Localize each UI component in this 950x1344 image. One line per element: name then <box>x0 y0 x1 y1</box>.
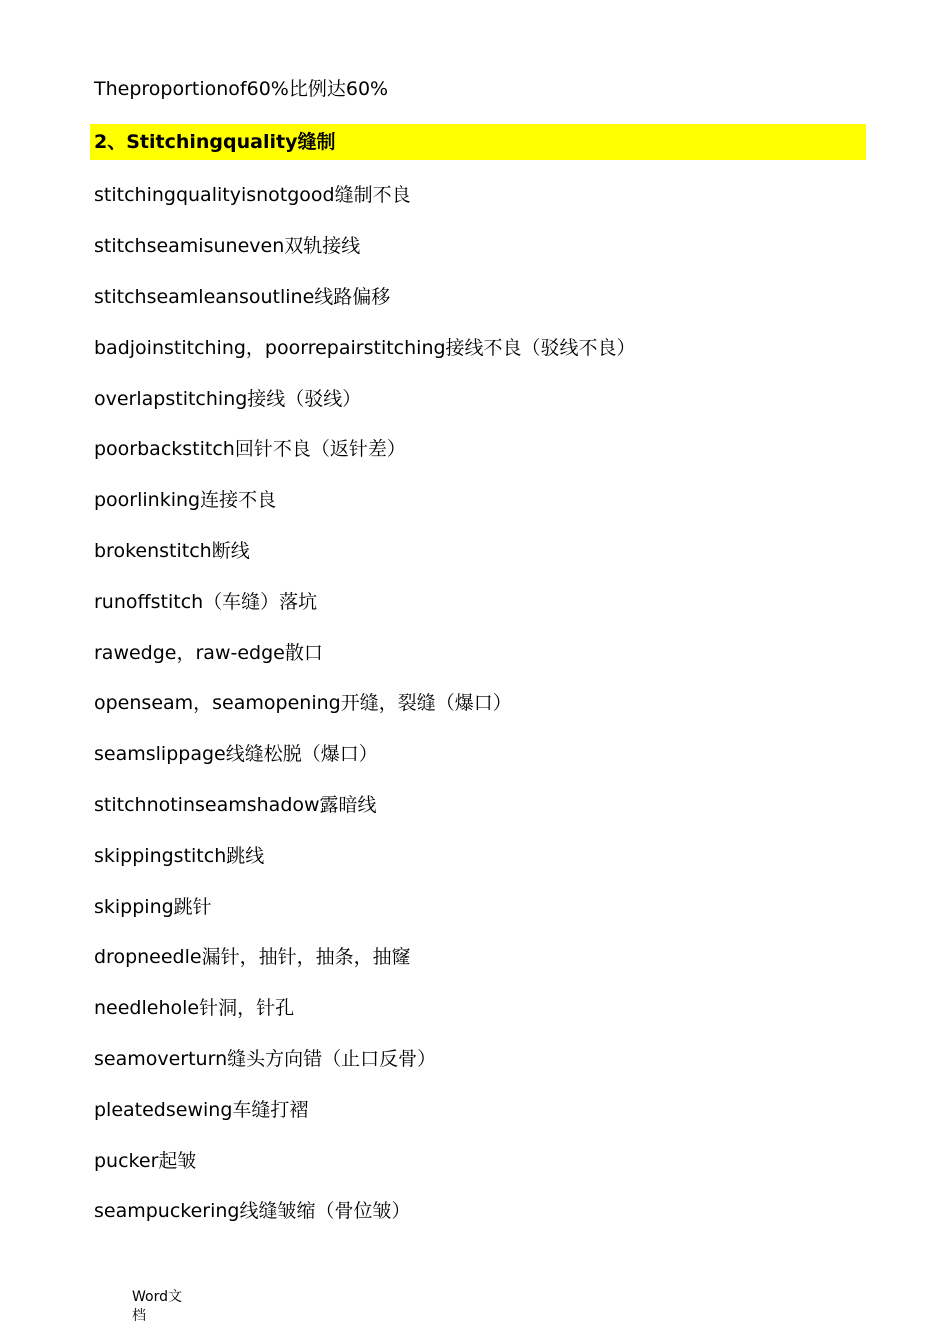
term-line: skippingstitch跳线 <box>94 845 265 867</box>
term-line: dropneedle漏针，抽针，抽条，抽窿 <box>94 946 411 968</box>
term-line: seamslippage线缝松脱（爆口） <box>94 743 378 765</box>
term-line: stitchnotinseamshadow露暗线 <box>94 794 377 816</box>
term-line: stitchseamleansoutline线路偏移 <box>94 286 391 308</box>
section-heading: 2、Stitchingquality缝制 <box>94 131 336 153</box>
term-line: poorbackstitch回针不良（返针差） <box>94 438 406 460</box>
term-line: poorlinking连接不良 <box>94 489 277 511</box>
term-line: skipping跳针 <box>94 896 212 918</box>
term-line: stitchseamisuneven双轨接线 <box>94 235 361 257</box>
term-line: openseam，seamopening开缝，裂缝（爆口） <box>94 692 512 714</box>
term-line: brokenstitch断线 <box>94 540 250 562</box>
term-line: seamoverturn缝头方向错（止口反骨） <box>94 1048 437 1070</box>
intro-line: Theproportionof60%比例达60% <box>94 78 389 100</box>
term-line: pucker起皱 <box>94 1150 197 1172</box>
term-line: pleatedsewing车缝打褶 <box>94 1099 309 1121</box>
term-line: badjoinstitching，poorrepairstitching接线不良（驳线不良） <box>94 337 636 359</box>
term-line: runoffstitch（车缝）落坑 <box>94 591 318 613</box>
term-line: rawedge，raw-edge散口 <box>94 642 323 664</box>
page-footer-label: Word文档 <box>132 1289 182 1324</box>
term-line: needlehole针洞，针孔 <box>94 997 295 1019</box>
term-line: stitchingqualityisnotgood缝制不良 <box>94 184 411 206</box>
section-heading-highlight <box>90 124 866 160</box>
term-line: overlapstitching接线（驳线） <box>94 388 362 410</box>
term-line: seampuckering线缝皱缩（骨位皱） <box>94 1200 411 1222</box>
